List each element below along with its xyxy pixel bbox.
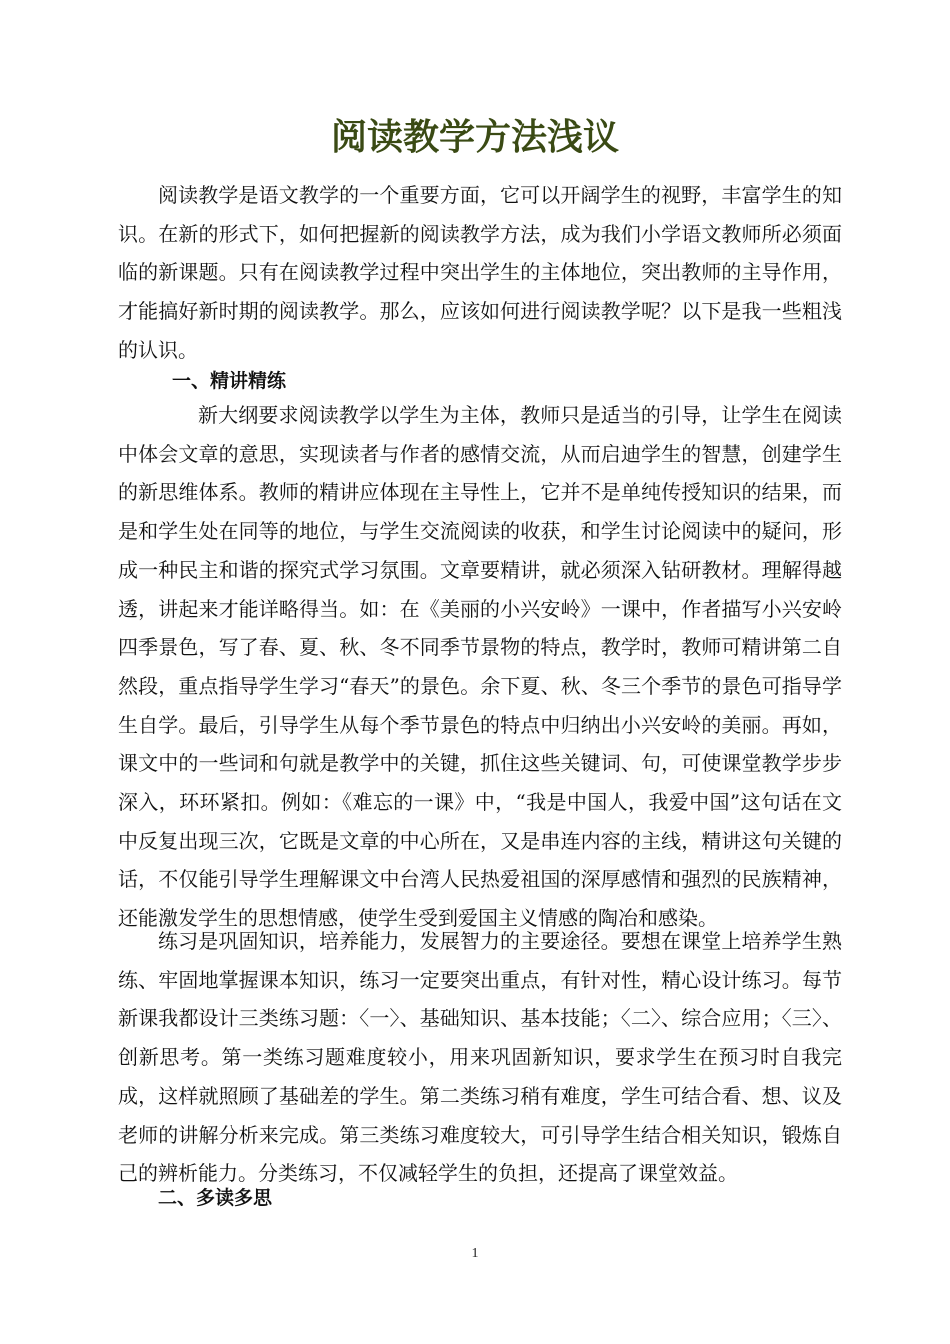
- section1-paragraph-block: [118, 396, 842, 938]
- page-number: 1: [471, 1246, 479, 1261]
- section1b-paragraph-block: [118, 922, 842, 1193]
- section1-paragraph: 新大纲要求阅读教学以学生为主体，教师只是适当的引导，让学生在阅读中体会文章的意思，实现读者与作者的感情交流，从而启迪学生的智慧，创建学生的新思维体系。教师的精讲应体现在主导性上，它并不是单纯传授知识的结果，而是和学生处在同等的地位，与学生交流阅读的收获，和学生讨论阅读中的疑问，形成一种民主和谐的探究式学习氛围。文章要精讲，就必须深入钻研教材。理解得越透，讲起来才能详略得当。如：在《美丽的小兴安岭》一课中，作者描写小兴安岭四季景色，写了春、夏、秋、冬不同季节景物的特点，教学时，教师可精讲第二自然段，重点指导学生学习“春天”的景色。余下夏、秋、冬三个季节的景色可指导学生自学。最后，引导学生从每个季节景色的特点中归纳出小兴安岭的美丽。再如，课文中的一些词和句就是教学中的关键，抓住这些关键词、句，可使课堂教学步步深入，环环紧扣。例如：《难忘的一课》中，“我是中国人，我爱中国”这句话在文中反复出现三次，它既是文章的中心所在，又是串连内容的主线，精讲这句关键的话，不仅能引导学生理解课文中台湾人民热爱祖国的深厚感情和强烈的民族精神，还能激发学生的思想情感，使学生受到爱国主义情感的陶冶和感染。: [118, 403, 842, 931]
- section1b-paragraph: 练习是巩固知识，培养能力，发展智力的主要途径。要想在课堂上培养学生熟练、牢固地掌握课本知识，练习一定要突出重点，有针对性，精心设计练习。每节新课我都设计三类练习题：〈一〉、基础知识、基本技能；〈二〉、综合应用；〈三〉、创新思考。第一类练习题难度较小，用来巩固新知识，要求学生在预习时自我完成，这样就照顾了基础差的学生。第二类练习稍有难度，学生可结合看、想、议及老师的讲解分析来完成。第三类练习难度较大，可引导学生结合相关知识，锻炼自己的辨析能力。分类练习，不仅减轻学生的负担，还提高了课堂效益。: [118, 929, 842, 1186]
- section-heading-2: 二、多读多思: [158, 1187, 273, 1209]
- section-heading-1: 一、精讲精练: [172, 370, 287, 392]
- document-title: 阅读教学方法浅议: [330, 117, 619, 158]
- intro-paragraph-block: [118, 176, 842, 370]
- intro-paragraph: 阅读教学是语文教学的一个重要方面，它可以开阔学生的视野，丰富学生的知识。在新的形式下，如何把握新的阅读教学方法，成为我们小学语文教师所必须面临的新课题。只有在阅读教学过程中突出学生的主体地位，突出教师的主导作用，才能搞好新时期的阅读教学。那么，应该如何进行阅读教学呢？以下是我一些粗浅的认识。: [118, 183, 842, 362]
